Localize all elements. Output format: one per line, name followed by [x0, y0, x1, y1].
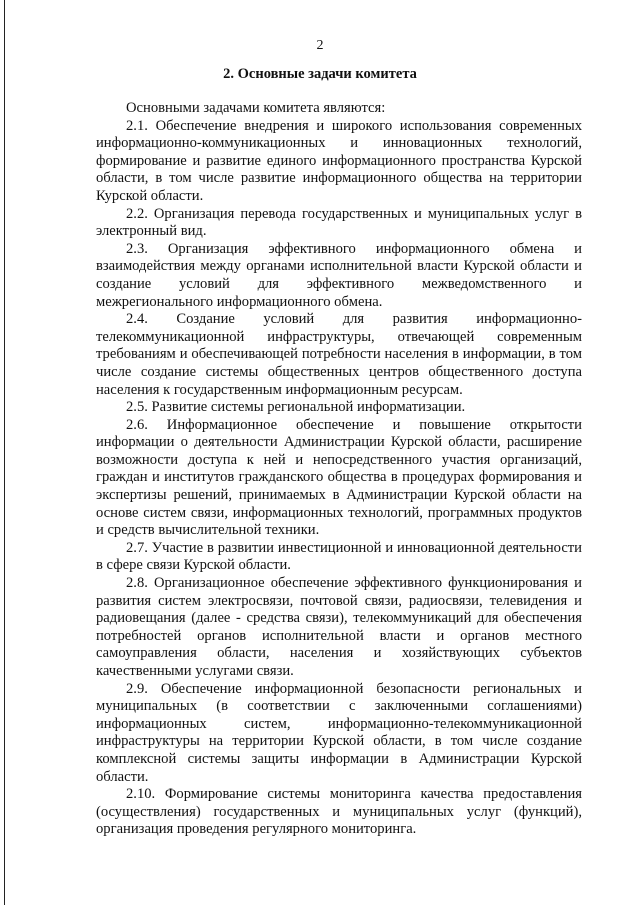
- page-edge-line: [4, 0, 5, 905]
- section-heading: 2. Основные задачи комитета: [223, 66, 417, 82]
- paragraph-2-2: 2.2. Организация перевода государственных и муниципальных услуг в электронный вид.: [96, 205, 582, 240]
- paragraph-2-5: 2.5. Развитие системы региональной информатизации.: [126, 399, 466, 416]
- paragraph-2-9: 2.9. Обеспечение информационной безопасности региональных и муниципальных (в соответствии с заключенными соглашениями) информационных систем, информационно-телекоммуникационной инфраструктуры на территории Курской области, в том числе создание комплексной системы защиты информации в Администрации Курской области.: [96, 680, 582, 785]
- document-body: [96, 100, 582, 839]
- paragraph-2-4: 2.4. Создание условий для развития информационно-телекоммуникационной инфраструктуры, отвечающей современным требованиям и обеспечивающей потребности населения в информации, в том числе создание системы общественных центров общественного доступа населения к государственным информационным ресурсам.: [96, 311, 582, 398]
- intro-paragraph: Основными задачами комитета являются:: [126, 100, 386, 116]
- paragraph-2-1: 2.1. Обеспечение внедрения и широкого использования современных информационно-коммуникационных и инновационных технологий, формирование и развитие единого информационного пространства Курской области, в том числе развитие информационного общества на территории Курской области.: [96, 117, 582, 204]
- paragraph-2-6: 2.6. Информационное обеспечение и повышение открытости информации о деятельности Администрации Курской области, расширение возможности доступа к ней и непосредственного участия организаций, граждан и институтов гражданского общества в процедурах формирования и экспертизы решений, принимаемых в Администрации Курской области на основе систем связи, информационных технологий, программных продуктов и средств вычислительной техники.: [96, 416, 582, 539]
- paragraph-2-10: 2.10. Формирование системы мониторинга качества предоставления (осуществления) государственных и муниципальных услуг (функций), организация проведения регулярного мониторинга.: [96, 786, 582, 838]
- paragraph-2-7: 2.7. Участие в развитии инвестиционной и инновационной деятельности в сфере связи Курской области.: [96, 539, 582, 574]
- paragraph-2-8: 2.8. Организационное обеспечение эффективного функционирования и развития систем электросвязи, почтовой связи, радиосвязи, телевидения и радиовещания (далее - средства связи), телекоммуникаций для обеспечения потребностей органов исполнительной власти и органов местного самоуправления области, населения и хозяйствующих субъектов качественными услугами связи.: [96, 575, 582, 679]
- page-number: 2: [316, 38, 324, 53]
- paragraph-2-3: 2.3. Организация эффективного информационного обмена и взаимодействия между органами исполнительной власти Курской области и создание условий для эффективного межведомственного и межрегионального информационного обмена.: [96, 240, 582, 310]
